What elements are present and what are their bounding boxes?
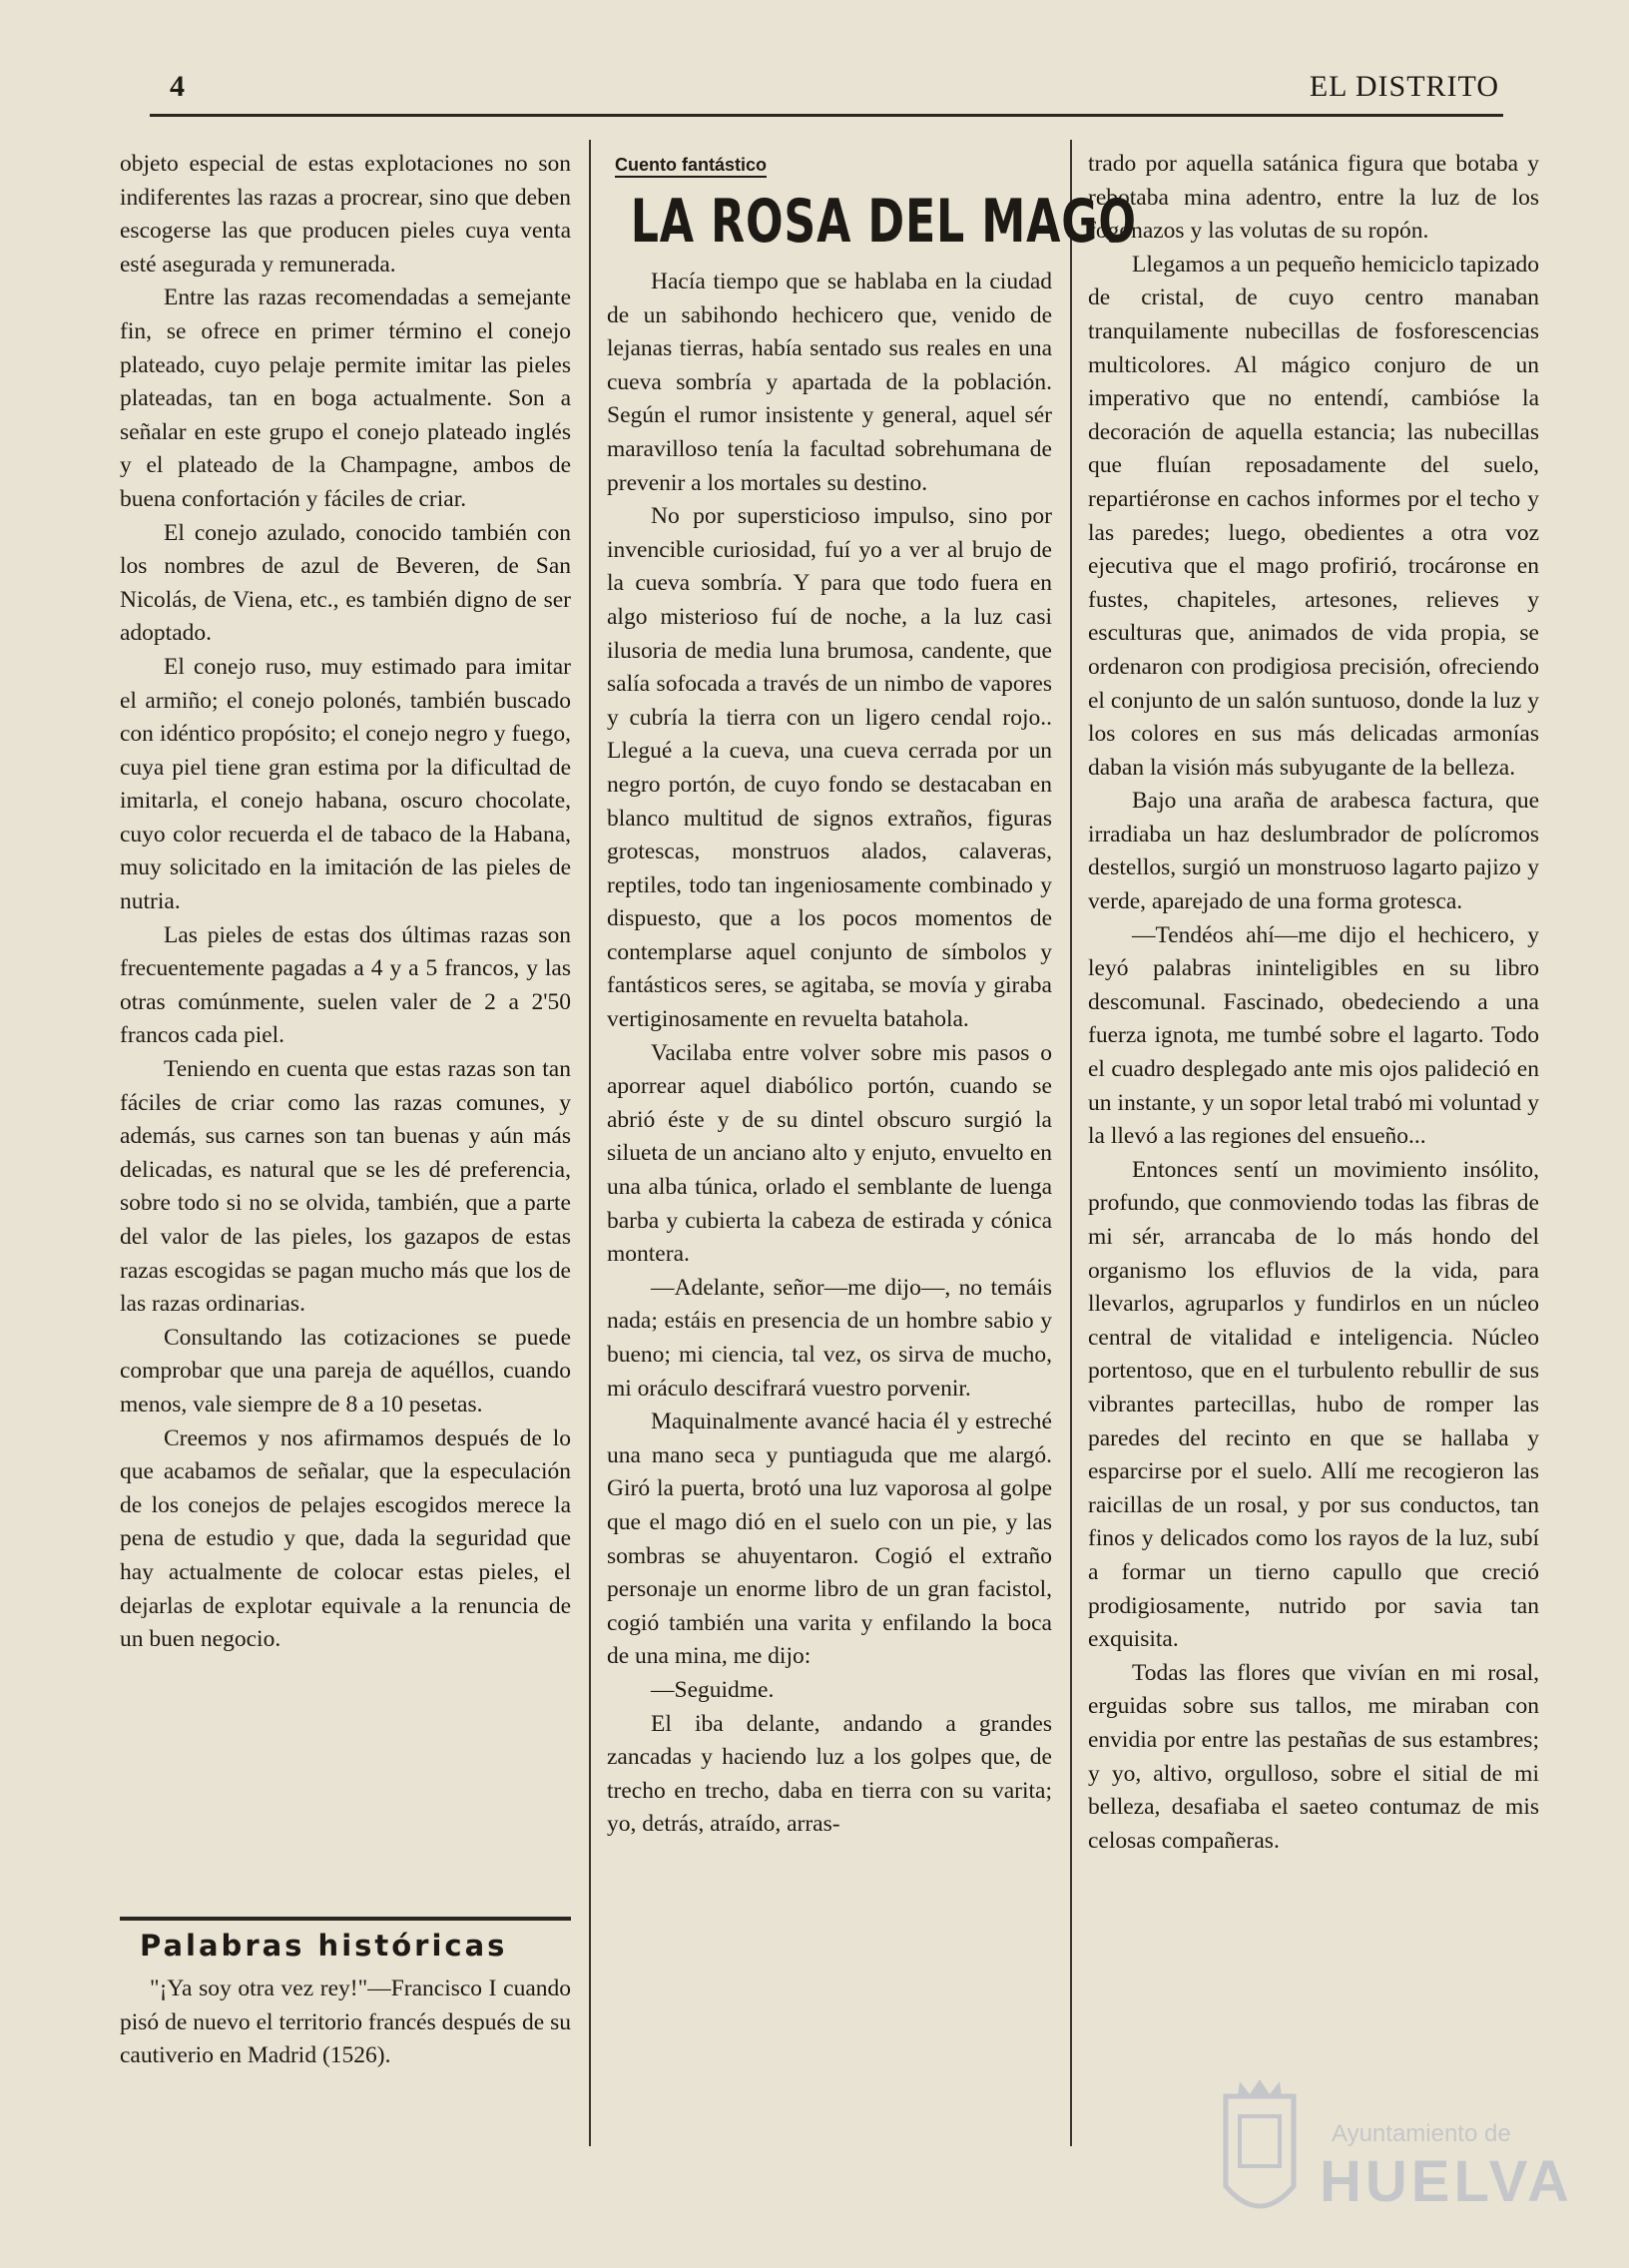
masthead: EL DISTRITO [1309, 70, 1499, 103]
story-title: LA ROSA DEL MAGO [630, 187, 1137, 257]
article-paragraph: El conejo azulado, conocido también con los nombres de azul de Beveren, de San Nicolás, de Viena, etc., es también digno de ser adoptado. [120, 519, 571, 647]
story-paragraph: El iba delante, andando a grandes zancadas y haciendo luz a los golpes que, de trecho en trecho, daba en tierra con su varita; yo, detrás, atraído, arras- [607, 1710, 1052, 1838]
story-paragraph: trado por aquella satánica figura que botaba y rebotaba mina adentro, entre la luz de los fogonazos y las volutas de su ropón. [1088, 151, 1539, 245]
story-paragraph: Llegamos a un pequeño hemiciclo tapizado de cristal, de cuyo centro manaban tranquilamente nubecillas de fosforescencias multicolores. Al mágico conjuro de un imperativo que no entendí, cambióse la decoración de aquella estancia; las nubecillas que fluían reposadamente del suelo, repartiéronse en cachos informes por el techo y las paredes; luego, obedientes a otra voz ejecutiva que el mago profirió, trocáronse en fustes, chapiteles, artesones, relieves y esculturas que, animados de vida propia, se ordenaron con prodigiosa precisión, ofreciendo el conjunto de un salón suntuoso, donde la luz y los colores en sus más delicadas armonías daban la visión más subyugante de la belleza. [1088, 251, 1539, 781]
story-paragraph: Hacía tiempo que se hablaba en la ciudad de un sabihondo hechicero que, venido de lejanas tierras, había sentado sus reales en una cueva sombría y apartada de la población. Según el rumor insistente y general, aquel sér maravilloso tenía la facultad sobrehumana de prevenir a los mortales su destino. [607, 269, 1052, 496]
historicas-rule [120, 1917, 571, 1921]
middle-column [607, 148, 1137, 2154]
header-rule [150, 114, 1503, 117]
historicas-title: Palabras históricas [140, 1929, 508, 1963]
huelva-watermark [1220, 2076, 1573, 2246]
watermark-line2: HUELVA [1320, 2149, 1573, 2214]
article-paragraph: Entre las razas recomendadas a semejante fin, se ofrece en primer término el conejo plateado, cuyo pelaje permite imitar las pieles plateadas, tan en boga actualmente. Son a señalar en este grupo el conejo plateado inglés y el plateado de la Champagne, ambos de buena confortación y fáciles de criar. [120, 284, 571, 512]
page-number: 4 [170, 70, 185, 103]
story-paragraph: —Seguidme. [651, 1676, 775, 1703]
story-paragraph: Bajo una araña de arabesca factura, que irradiaba un haz deslumbrador de polícromos destellos, surgió un monstruoso lagarto pajizo y verde, aparejado de una forma grotesca. [1088, 788, 1539, 915]
article-paragraph: Teniendo en cuenta que estas razas son tan fáciles de criar como las razas comunes, y además, sus carnes son tan buenas y aún más delicadas, es natural que se les dé preferencia, sobre todo si no se olvida, también, que a parte del valor de las pieles, los gazapos de estas razas escogidas se pagan mucho más que los de las razas ordinarias. [120, 1056, 571, 1318]
watermark-line1: Ayuntamiento de [1332, 2120, 1511, 2147]
story-paragraph: Maquinalmente avancé hacia él y estreché una mano seca y puntiaguda que me alargó. Giró la puerta, brotó una luz vaporosa al golpe que el mago dió en el suelo con un pie, y las sombras se ahuyentaron. Cogió el extraño personaje un enorme libro de un gran facistol, cogió también una varita y enfilando la boca de una mina, me dijo: [607, 1409, 1052, 1670]
coat-of-arms-icon [1220, 2076, 1300, 2226]
story-paragraph: —Adelante, señor—me dijo—, no temáis nada; estáis en presencia de un hombre sabio y bueno; mi ciencia, tal vez, os sirva de mucho, mi oráculo descifrará vuestro porvenir. [607, 1274, 1052, 1402]
article-paragraph: El conejo ruso, muy estimado para imitar el armiño; el conejo polonés, también buscado con idéntico propósito; el conejo negro y fuego, cuya piel tiene gran estima por la dificultad de imitarla, el conejo habana, oscuro chocolate, cuyo color recuerda el de tabaco de la Habana, muy solicitado en la imitación de las pieles de nutria. [120, 653, 571, 915]
historicas-body [120, 1973, 571, 2073]
story-kicker: Cuento fantástico [615, 154, 767, 178]
story-paragraph: Vacilaba entre volver sobre mis pasos o aporrear aquel diabólico portón, cuando se abrió éste y de su dintel obscuro surgió la silueta de un anciano alto y enjuto, envuelto en una alba túnica, orlado el semblante de luenga barba y cubierta la cabeza de estirada y cónica montera. [607, 1039, 1052, 1268]
story-paragraph: —Tendéos ahí—me dijo el hechicero, y leyó palabras ininteligibles en su libro descomunal. Fascinado, obedeciendo a una fuerza ignota, me tumbé sobre el lagarto. Todo el cuadro desplegado ante mis ojos palideció en un instante, y un sopor letal trabó mi voluntad y la llevó a las regiones del ensueño... [1088, 921, 1539, 1150]
right-column [1088, 148, 1539, 2154]
article-paragraph: objeto especial de estas explotaciones no son indiferentes las razas a procrear, sino que deben escogerse las que producen pieles cuya venta esté asegurada y remunerada. [120, 151, 571, 278]
historicas-text: "¡Ya soy otra vez rey!"—Francisco I cuando pisó de nuevo el territorio francés después de su cautiverio en Madrid (1526). [120, 1976, 571, 2069]
article-paragraph: Las pieles de estas dos últimas razas son frecuentemente pagadas a 4 y a 5 francos, y las otras comúnmente, suelen valer de 2 a 2'50 francos cada piel. [120, 921, 571, 1049]
story-paragraph: No por supersticioso impulso, sino por invencible curiosidad, fuí yo a ver al brujo de la cueva sombría. Y para que todo fuera en algo misterioso fuí de noche, a la luz casi ilusoria de media luna brumosa, candente, que salía sofocada a través de un nimbo de vapores y cubría la tierra con un ligero cendal rojo.. Llegué a la cueva, una cueva cerrada por un negro portón, de cuyo fondo se destacaban en blanco multitud de signos extraños, figuras grotescas, monstruos alados, calaveras, reptiles, todo tan ingeniosamente combinado y dispuesto, que a los pocos momentos de contemplarse aquel conjunto de símbolos y fantásticos seres, se agitaba, se movía y giraba vertiginosamente en revuelta batahola. [607, 503, 1052, 1033]
article-paragraph: Consultando las cotizaciones se puede comprobar que una pareja de aquéllos, cuando menos, vale siempre de 8 a 10 pesetas. [120, 1324, 571, 1418]
column-divider-1 [589, 140, 591, 2146]
article-paragraph: Creemos y nos afirmamos después de lo que acabamos de señalar, que la especulación de los conejos de pelajes escogidos merece la pena de estudio y que, dada la seguridad que hay actualmente de colocar estas pieles, el dejarlas de explotar equivale a la renuncia de un buen negocio. [120, 1424, 571, 1653]
story-paragraph: Todas las flores que vivían en mi rosal, erguidas sobre sus tallos, me miraban con envidia por entre las pestañas de sus estambres; y yo, altivo, orgulloso, sobre el sitial de mi belleza, desafiaba el saeteo contumaz de mis celosas compañeras. [1088, 1659, 1539, 1854]
story-paragraph: Entonces sentí un movimiento insólito, profundo, que conmoviendo todas las fibras de mi sér, arrancaba de lo más hondo del organismo los efluvios de la vida, para llevarlos, agruparlos y fundirlos en un núcleo central de vitalidad e inteligencia. Núcleo portentoso, que en el turbulento rebullir de sus vibrantes partecillas, hubo de romper las paredes del recinto en que se hallaba y esparcirse por el suelo. Allí me recogieron las raicillas de un rosal, y por sus conductos, tan finos y delicados como los rayos de la luz, subí a formar un tierno capullo que creció prodigiosamente, nutrido por savia tan exquisita. [1088, 1156, 1539, 1653]
column-divider-2 [1070, 140, 1072, 2146]
left-column [120, 148, 571, 2024]
